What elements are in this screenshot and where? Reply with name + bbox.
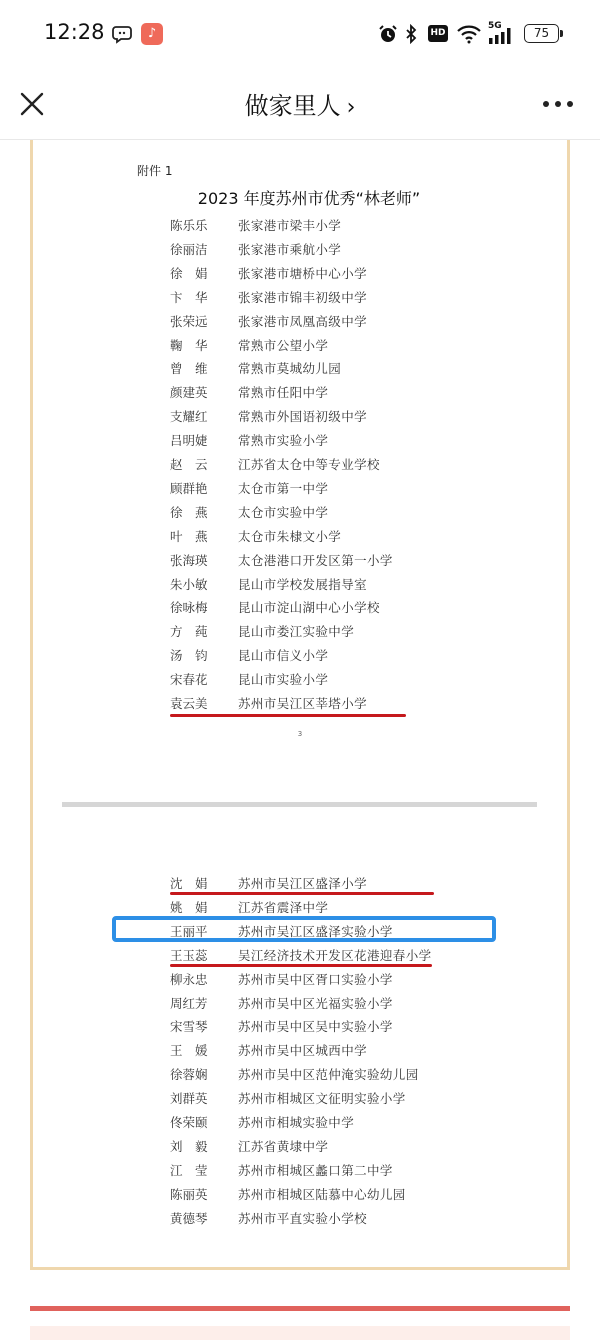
honoree-name: 王丽平	[170, 923, 208, 939]
honoree-name: 卞 华	[170, 289, 208, 305]
school-name: 张家港市凤凰高级中学	[238, 313, 368, 329]
list-item	[0, 594, 600, 618]
honoree-name: 陈乐乐	[170, 218, 208, 233]
honoree-name: 王玉蕊	[170, 947, 208, 963]
school-name: 苏州市吴江区莘塔小学	[238, 696, 368, 711]
school-name: 常熟市任阳中学	[238, 385, 329, 401]
account-name: 做家里人	[244, 92, 341, 120]
list-item	[0, 942, 600, 966]
school-name: 张家港市乘航小学	[238, 241, 342, 257]
list-item	[0, 666, 600, 690]
school-name: 昆山市信义小学	[238, 648, 329, 664]
list-item	[0, 403, 600, 427]
honoree-name: 宋雪琴	[170, 1019, 208, 1035]
list-item	[0, 1133, 600, 1157]
list-item	[0, 212, 600, 236]
list-item	[0, 1037, 600, 1061]
school-name: 江苏省黄埭中学	[238, 1138, 329, 1154]
school-name: 昆山市娄江实验中学	[238, 624, 355, 640]
list-item	[0, 1205, 600, 1229]
honoree-name: 朱小敏	[170, 576, 208, 592]
hd-icon: HD	[428, 25, 448, 42]
list-item	[0, 308, 600, 332]
list-item	[0, 1157, 600, 1181]
list-item	[0, 894, 600, 918]
list-item	[0, 475, 600, 499]
school-name: 苏州市吴中区光福实验小学	[238, 995, 393, 1011]
school-name: 昆山市淀山湖中心小学校	[238, 600, 380, 616]
signal-icon	[489, 28, 517, 48]
school-name: 张家港市塘桥中心小学	[238, 265, 368, 281]
honoree-name: 刘群英	[170, 1091, 208, 1107]
honoree-name: 江 莹	[170, 1162, 208, 1178]
section-divider-bar	[30, 1306, 570, 1311]
honoree-name: 徐 娟	[170, 265, 208, 281]
honoree-name: 吕明婕	[170, 433, 208, 449]
school-name: 江苏省太仓中等专业学校	[238, 457, 380, 472]
account-title-link[interactable]	[0, 86, 600, 121]
nav-bar	[0, 68, 600, 140]
school-name: 江苏省震泽中学	[238, 899, 329, 915]
school-name: 太仓市朱棣文小学	[238, 528, 342, 544]
list-item	[0, 284, 600, 308]
list-item	[0, 332, 600, 356]
list-item	[0, 1085, 600, 1109]
honoree-name: 徐 燕	[170, 504, 208, 520]
honoree-name: 王 媛	[170, 1043, 208, 1059]
school-name: 苏州市相城区蠡口第二中学	[238, 1162, 393, 1178]
honoree-name: 周红芳	[170, 995, 208, 1011]
list-item	[0, 236, 600, 260]
chevron-right-icon: ›	[346, 95, 356, 120]
honoree-name: 袁云美	[170, 696, 208, 711]
list-item	[0, 642, 600, 666]
honoree-name: 汤 钧	[170, 648, 208, 664]
school-name: 苏州市吴中区范仲淹实验幼儿园	[238, 1067, 419, 1083]
list-item	[0, 523, 600, 547]
school-name: 常熟市外国语初级中学	[238, 409, 368, 425]
list-item	[0, 499, 600, 523]
school-name: 苏州市吴江区盛泽小学	[238, 876, 368, 891]
network-type: 5G	[488, 21, 502, 31]
school-name: 苏州市吴江区盛泽实验小学	[238, 923, 393, 939]
honoree-name: 黄德琴	[170, 1210, 208, 1226]
list-item	[0, 355, 600, 379]
honoree-name: 徐咏梅	[170, 600, 208, 616]
school-name: 吴江经济技术开发区花港迎春小学	[238, 947, 432, 963]
more-options-button[interactable]	[540, 94, 576, 114]
honoree-name: 方 莼	[170, 624, 208, 640]
honoree-name: 支耀红	[170, 409, 208, 425]
school-name: 苏州市吴中区吴中实验小学	[238, 1019, 393, 1035]
bluetooth-icon	[404, 24, 418, 48]
honoree-name: 顾群艳	[170, 480, 208, 496]
list-item	[0, 618, 600, 642]
page-number: 3	[297, 730, 303, 738]
honoree-name: 叶 燕	[170, 528, 208, 544]
school-name: 苏州市相城区文征明实验小学	[238, 1091, 406, 1107]
red-underline-annotation	[170, 892, 434, 895]
list-item	[0, 427, 600, 451]
list-item	[0, 990, 600, 1014]
list-item	[0, 1109, 600, 1133]
attachment-label: 附件 1	[137, 164, 173, 178]
school-name: 太仓市实验中学	[238, 504, 329, 520]
honoree-name: 徐蓉娴	[170, 1067, 208, 1083]
red-underline-annotation	[170, 964, 432, 967]
school-name: 常熟市莫城幼儿园	[238, 361, 342, 377]
battery-icon	[524, 24, 559, 43]
school-name: 昆山市实验小学	[238, 672, 329, 688]
honoree-name: 张荣远	[170, 313, 208, 329]
list-item	[0, 1013, 600, 1037]
school-name: 昆山市学校发展指导室	[238, 576, 368, 592]
list-item	[0, 451, 600, 475]
alarm-icon	[378, 24, 398, 48]
honoree-name: 刘 毅	[170, 1138, 208, 1154]
school-name: 苏州市相城实验中学	[238, 1115, 355, 1130]
school-name: 苏州市平直实验小学校	[238, 1210, 368, 1226]
school-name: 常熟市实验小学	[238, 433, 329, 449]
more-dots-icon	[540, 94, 576, 114]
school-name: 太仓市第一中学	[238, 480, 329, 496]
list-item	[0, 690, 600, 714]
honoree-name: 张海瑛	[170, 552, 208, 568]
list-item	[0, 571, 600, 595]
school-name: 苏州市吴中区胥口实验小学	[238, 971, 393, 987]
school-name: 常熟市公望小学	[238, 337, 329, 353]
honoree-name: 姚 娟	[170, 899, 208, 915]
honoree-name: 颜建英	[170, 385, 208, 401]
honoree-name: 柳永忠	[170, 971, 208, 987]
school-name: 张家港市梁丰小学	[238, 218, 342, 233]
honoree-name: 佟荣颐	[170, 1115, 208, 1130]
next-section-strip	[30, 1326, 570, 1340]
list-item	[0, 1061, 600, 1085]
list-item	[0, 870, 600, 894]
status-time: 12:28	[44, 20, 105, 44]
blue-highlight-box	[112, 916, 496, 942]
list-item	[0, 260, 600, 284]
list-item	[0, 547, 600, 571]
page-divider	[62, 802, 537, 807]
school-name: 张家港市锦丰初级中学	[238, 289, 368, 305]
list-item	[0, 1181, 600, 1205]
red-underline-annotation	[170, 714, 406, 717]
school-name: 苏州市吴中区城西中学	[238, 1043, 368, 1059]
battery-level: 75	[533, 26, 550, 40]
music-note-icon: ♪	[141, 23, 163, 45]
school-name: 苏州市相城区陆慕中心幼儿园	[238, 1186, 406, 1202]
chat-notification-icon	[112, 24, 136, 48]
document-title: 2023 年度苏州市优秀“林老师”	[197, 189, 421, 208]
school-name: 太仓港港口开发区第一小学	[238, 552, 393, 568]
honoree-name: 宋春花	[170, 672, 208, 688]
honoree-name: 赵 云	[170, 457, 208, 472]
honoree-name: 鞠 华	[170, 337, 208, 353]
list-item	[0, 379, 600, 403]
honoree-name: 徐丽洁	[170, 241, 208, 257]
honoree-name: 曾 维	[170, 361, 208, 377]
status-bar	[0, 0, 600, 68]
list-item	[0, 966, 600, 990]
honoree-name: 沈 娟	[170, 876, 208, 891]
wifi-icon	[456, 24, 482, 48]
honoree-name: 陈丽英	[170, 1186, 208, 1202]
